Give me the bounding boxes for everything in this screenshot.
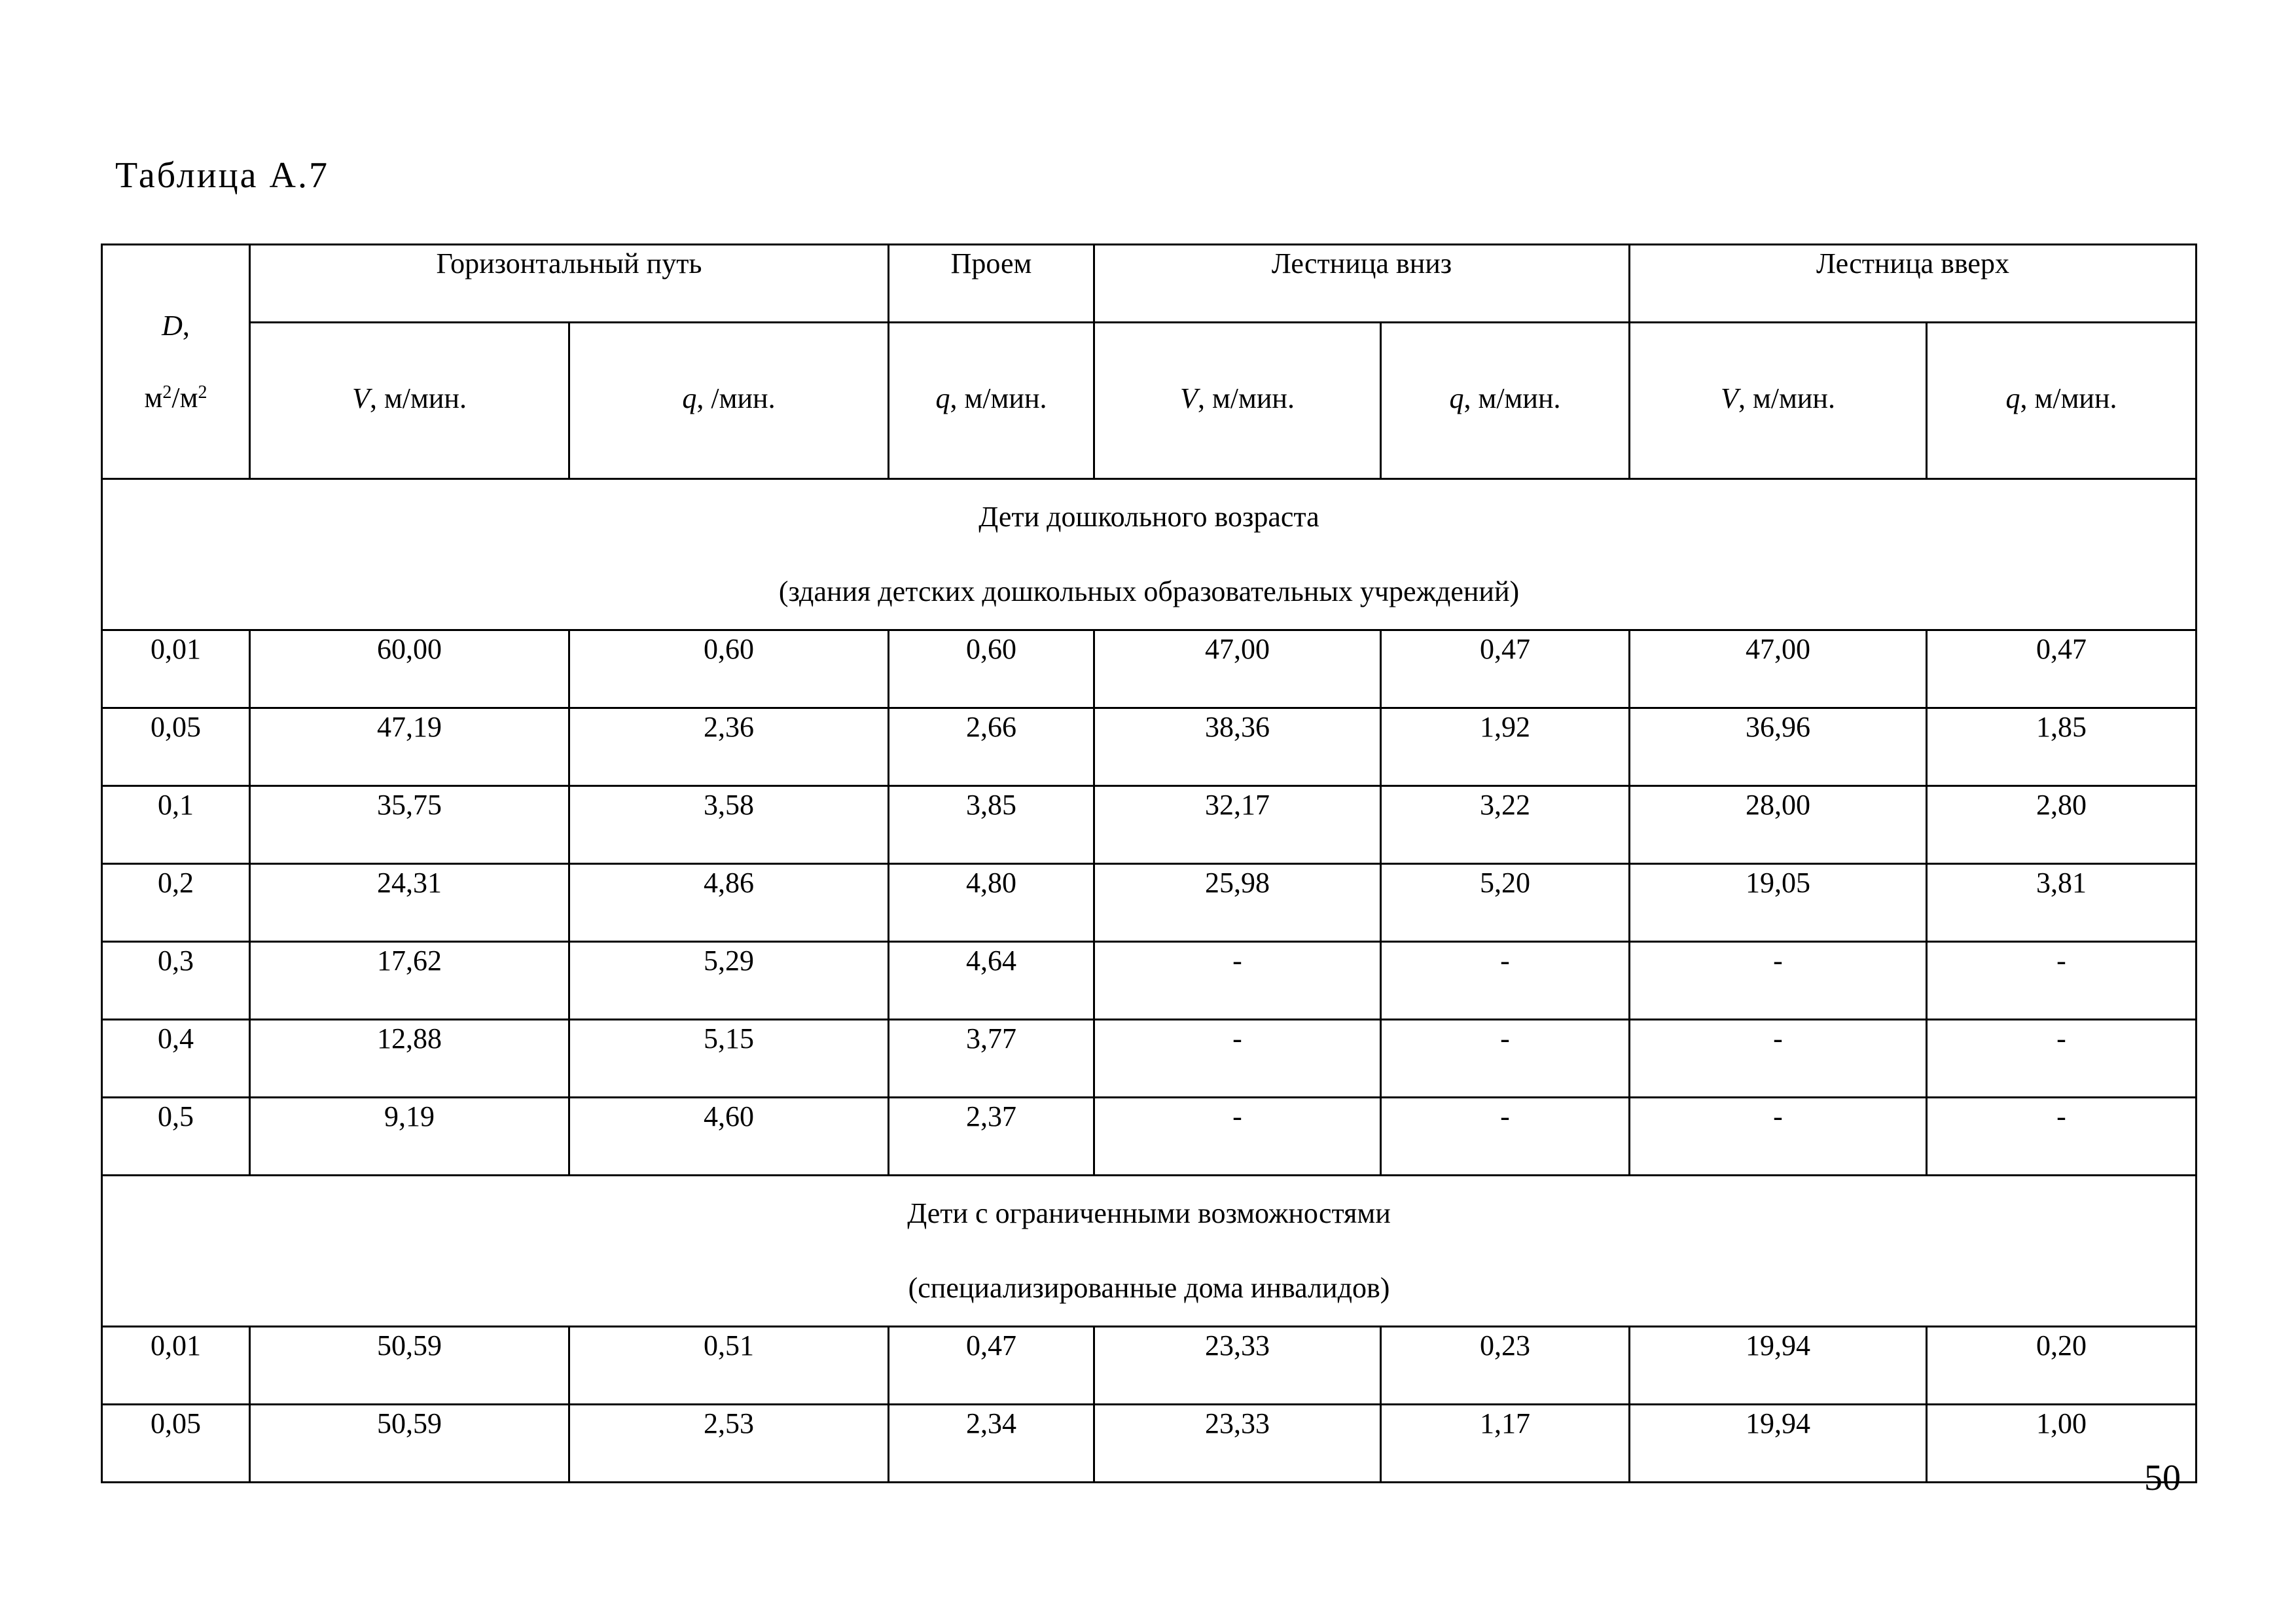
density-cell: 0,05 xyxy=(102,708,250,786)
value-cell: 1,17 xyxy=(1381,1405,1630,1483)
value-cell: 25,98 xyxy=(1094,864,1381,942)
value-cell: 32,17 xyxy=(1094,786,1381,864)
table-row xyxy=(102,1098,2197,1176)
value-cell: 2,53 xyxy=(569,1405,889,1483)
value-cell: 35,75 xyxy=(250,786,569,864)
value-cell: 3,58 xyxy=(569,786,889,864)
value-cell: 0,47 xyxy=(889,1327,1094,1405)
density-cell: 0,01 xyxy=(102,1327,250,1405)
density-header: D, $м^2/м^2$ xyxy=(102,245,250,479)
value-cell: 0,20 xyxy=(1927,1327,2197,1405)
column-header: V, м/мин. xyxy=(250,323,569,479)
value-cell: 4,86 xyxy=(569,864,889,942)
value-cell: 3,22 xyxy=(1381,786,1630,864)
density-cell: 0,2 xyxy=(102,864,250,942)
value-cell: 47,00 xyxy=(1630,630,1927,708)
header-row-columns xyxy=(102,323,2197,479)
value-cell: 3,77 xyxy=(889,1020,1094,1098)
value-cell: - xyxy=(1927,942,2197,1020)
value-cell: 9,19 xyxy=(250,1098,569,1176)
value-cell: - xyxy=(1927,1020,2197,1098)
group-header-horizontal: Горизонтальный путь xyxy=(250,245,889,323)
density-cell: 0,5 xyxy=(102,1098,250,1176)
value-cell: 4,64 xyxy=(889,942,1094,1020)
value-cell: 1,85 xyxy=(1927,708,2197,786)
column-header: V, м/мин. xyxy=(1094,323,1381,479)
value-cell: 2,80 xyxy=(1927,786,2197,864)
table-row xyxy=(102,708,2197,786)
value-cell: 23,33 xyxy=(1094,1405,1381,1483)
section-heading xyxy=(102,479,2197,630)
value-cell: 47,19 xyxy=(250,708,569,786)
value-cell: - xyxy=(1094,942,1381,1020)
value-cell: 2,66 xyxy=(889,708,1094,786)
value-cell: - xyxy=(1381,1098,1630,1176)
value-cell: 36,96 xyxy=(1630,708,1927,786)
value-cell: 19,05 xyxy=(1630,864,1927,942)
group-header-opening: Проем xyxy=(889,245,1094,323)
section-row xyxy=(102,1176,2197,1327)
value-cell: 38,36 xyxy=(1094,708,1381,786)
value-cell: 0,60 xyxy=(569,630,889,708)
value-cell: 4,60 xyxy=(569,1098,889,1176)
density-cell: 0,01 xyxy=(102,630,250,708)
density-cell: 0,05 xyxy=(102,1405,250,1483)
value-cell: 0,60 xyxy=(889,630,1094,708)
value-cell: - xyxy=(1927,1098,2197,1176)
value-cell: 19,94 xyxy=(1630,1327,1927,1405)
table-row xyxy=(102,786,2197,864)
value-cell: 12,88 xyxy=(250,1020,569,1098)
value-cell: 3,85 xyxy=(889,786,1094,864)
column-header: q, /мин. xyxy=(569,323,889,479)
value-cell: - xyxy=(1630,1098,1927,1176)
data-table xyxy=(101,244,2197,1483)
value-cell: 1,92 xyxy=(1381,708,1630,786)
density-cell: 0,4 xyxy=(102,1020,250,1098)
value-cell: 50,59 xyxy=(250,1405,569,1483)
page-number: 50 xyxy=(2144,1458,2181,1498)
value-cell: 50,59 xyxy=(250,1327,569,1405)
value-cell: 2,36 xyxy=(569,708,889,786)
value-cell: 23,33 xyxy=(1094,1327,1381,1405)
value-cell: - xyxy=(1381,1020,1630,1098)
value-cell: 17,62 xyxy=(250,942,569,1020)
value-cell: - xyxy=(1630,1020,1927,1098)
column-header: V, м/мин. xyxy=(1630,323,1927,479)
value-cell: 4,80 xyxy=(889,864,1094,942)
table-row xyxy=(102,1327,2197,1405)
value-cell: - xyxy=(1094,1020,1381,1098)
value-cell: - xyxy=(1381,942,1630,1020)
group-header-stairs-down: Лестница вниз xyxy=(1094,245,1630,323)
value-cell: 5,15 xyxy=(569,1020,889,1098)
value-cell: 3,81 xyxy=(1927,864,2197,942)
value-cell: 47,00 xyxy=(1094,630,1381,708)
value-cell: 0,47 xyxy=(1381,630,1630,708)
table-row xyxy=(102,1020,2197,1098)
value-cell: 0,51 xyxy=(569,1327,889,1405)
value-cell: 5,20 xyxy=(1381,864,1630,942)
density-cell: 0,3 xyxy=(102,942,250,1020)
value-cell: 0,23 xyxy=(1381,1327,1630,1405)
value-cell: 2,34 xyxy=(889,1405,1094,1483)
section-heading xyxy=(102,1176,2197,1327)
value-cell: 24,31 xyxy=(250,864,569,942)
value-cell: 2,37 xyxy=(889,1098,1094,1176)
value-cell: - xyxy=(1630,942,1927,1020)
section-title: Дети с ограниченными возможностями xyxy=(907,1197,1391,1229)
value-cell: 19,94 xyxy=(1630,1405,1927,1483)
header-row-groups xyxy=(102,245,2197,323)
section-subtitle: (специализированные дома инвалидов) xyxy=(908,1272,1390,1304)
density-cell: 0,1 xyxy=(102,786,250,864)
table-row xyxy=(102,1405,2197,1483)
section-title: Дети дошкольного возраста xyxy=(978,501,1319,533)
value-cell: - xyxy=(1094,1098,1381,1176)
value-cell: 28,00 xyxy=(1630,786,1927,864)
section-row xyxy=(102,479,2197,630)
value-cell: 1,00 xyxy=(1927,1405,2197,1483)
table-row xyxy=(102,630,2197,708)
value-cell: 0,47 xyxy=(1927,630,2197,708)
table-caption: Таблица А.7 xyxy=(115,155,329,196)
section-subtitle: (здания детских дошкольных образовательных учреждений) xyxy=(778,575,1520,607)
table-row xyxy=(102,942,2197,1020)
value-cell: 5,29 xyxy=(569,942,889,1020)
group-header-stairs-up: Лестница вверх xyxy=(1630,245,2197,323)
column-header: q, м/мин. xyxy=(889,323,1094,479)
column-header: q, м/мин. xyxy=(1381,323,1630,479)
column-header: q, м/мин. xyxy=(1927,323,2197,479)
value-cell: 60,00 xyxy=(250,630,569,708)
table-row xyxy=(102,864,2197,942)
